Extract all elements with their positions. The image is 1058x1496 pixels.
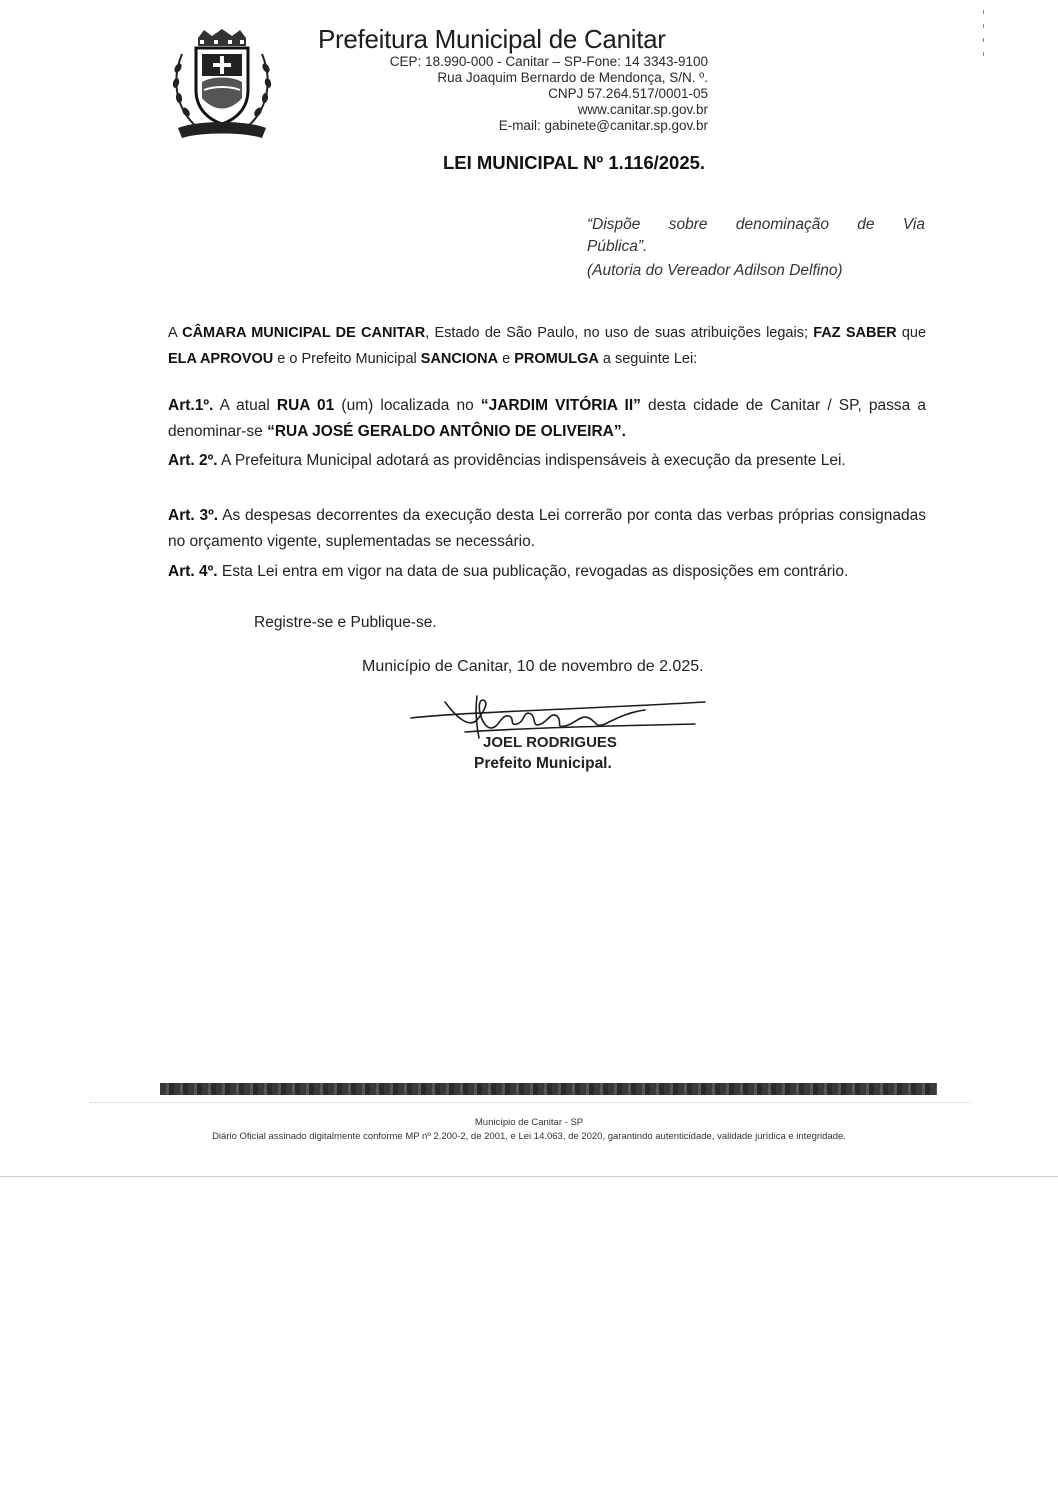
article-label: Art. 3º. — [168, 507, 219, 524]
law-title-text: LEI MUNICIPAL Nº 1.116/2025. — [442, 152, 706, 173]
article-text: Esta Lei entra em vigor na data de sua publicação, revogadas as disposições em contrário. — [217, 563, 849, 580]
article-label: Art.1º. — [168, 397, 214, 414]
article-4 — [168, 559, 926, 585]
article-1 — [168, 393, 926, 445]
ementa-line-2: Pública”. — [587, 238, 648, 255]
preamble-paragraph — [168, 320, 926, 372]
preamble-text: A — [168, 325, 183, 341]
scan-artifact-marks — [982, 10, 986, 70]
article-text: A atual — [213, 397, 277, 414]
preamble-text: e — [498, 351, 515, 367]
law-ementa — [587, 214, 925, 282]
preamble-bold: FAZ SABER — [813, 325, 897, 341]
page-bottom-rule — [0, 1176, 1058, 1177]
article-text: As despesas decorrentes da execução desta Lei correrão por conta das verbas próprias consignadas no orçamento vigente, suplementadas se necessário. — [168, 507, 926, 550]
article-3 — [168, 503, 926, 555]
signer-role: Prefeito Municipal. — [474, 755, 612, 772]
cnpj-line: CNPJ 57.264.517/0001-05 — [548, 86, 708, 101]
cep-phone-line: CEP: 18.990-000 - Canitar – SP-Fone: 14 3343-9100 — [389, 54, 708, 69]
coat-of-arms-logo — [168, 28, 276, 140]
article-text: desta cidade de Canitar / SP, passa a denominar-se — [168, 397, 926, 440]
article-label: Art. 4º. — [168, 563, 218, 580]
header-contact-block — [318, 54, 708, 134]
preamble-bold: ELA APROVOU — [168, 351, 274, 367]
email-line: E-mail: gabinete@canitar.sp.gov.br — [498, 118, 708, 133]
place-and-date: Município de Canitar, 10 de novembro de 2.025. — [362, 658, 704, 675]
article-bold: RUA 01 — [276, 397, 335, 414]
signer-name: JOEL RODRIGUES — [483, 734, 617, 751]
preamble-text: que — [896, 325, 927, 341]
article-bold: “JARDIM VITÓRIA II” — [480, 397, 641, 414]
registre-publique: Registre-se e Publique-se. — [254, 614, 437, 631]
website-line: www.canitar.sp.gov.br — [577, 102, 708, 117]
preamble-bold: SANCIONA — [420, 351, 499, 367]
footer-divider — [90, 1102, 970, 1103]
footer-scan-bar — [160, 1083, 937, 1095]
footer-digital-signature-notice: Diário Oficial assinado digitalmente conforme MP nº 2.200-2, de 2001, e Lei 14.063, de 2020, garantindo autenticidade, validade jurídica e integridade. — [212, 1131, 846, 1142]
ementa-line-1: “Dispõe sobre denominação de Via — [587, 216, 925, 233]
law-title — [0, 152, 1058, 174]
preamble-bold: PROMULGA — [514, 351, 599, 367]
article-label: Art. 2º. — [168, 452, 218, 469]
article-bold: “RUA JOSÉ GERALDO ANTÔNIO DE OLIVEIRA”. — [267, 423, 626, 440]
ementa-authorship: (Autoria do Vereador Adilson Delfino) — [587, 262, 843, 279]
article-text: (um) localizada no — [334, 397, 481, 414]
preamble-text: , Estado de São Paulo, no uso de suas atribuições legais; — [425, 325, 814, 341]
article-text: A Prefeitura Municipal adotará as providências indispensáveis à execução da presente Lei. — [217, 452, 846, 469]
preamble-text: a seguinte Lei: — [598, 351, 698, 367]
preamble-bold: CÂMARA MUNICIPAL DE CANITAR — [182, 325, 426, 341]
article-2 — [168, 448, 926, 474]
preamble-text: e o Prefeito Municipal — [273, 351, 421, 367]
municipality-title: Prefeitura Municipal de Canitar — [318, 24, 666, 54]
address-line: Rua Joaquim Bernardo de Mendonça, S/N. º. — [437, 70, 708, 85]
footer-municipality: Município de Canitar - SP — [474, 1117, 584, 1128]
